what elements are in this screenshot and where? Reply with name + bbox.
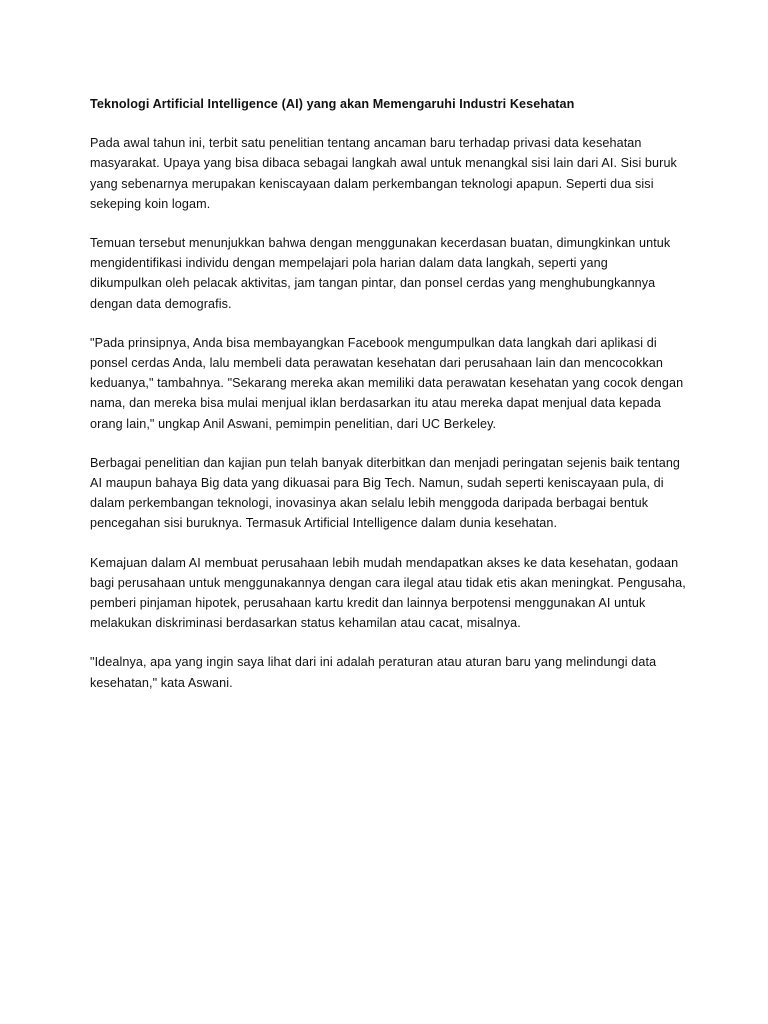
text-line: "Idealnya, apa yang ingin saya lihat dari ini adalah peraturan atau aturan baru yang melindungi data xyxy=(90,655,657,670)
document-title: Teknologi Artificial Intelligence (AI) yang akan Memengaruhi Industri Kesehatan xyxy=(90,97,575,111)
text-line: dikumpulkan oleh pelacak aktivitas, jam tangan pintar, dan ponsel cerdas yang menghubungkannya xyxy=(90,276,656,291)
text-line: masyarakat. Upaya yang bisa dibaca sebagai langkah awal untuk menangkal sisi lain dari AI. Sisi buruk xyxy=(90,156,677,171)
paragraph xyxy=(90,453,685,534)
text-line: yang sebenarnya merupakan keniscayaan dalam perkembangan teknologi apapun. Seperti dua sisi xyxy=(90,176,654,191)
paragraph xyxy=(90,652,685,692)
text-line: dengan data demografis. xyxy=(90,296,232,311)
text-line: kesehatan," kata Aswani. xyxy=(90,675,233,690)
paragraph xyxy=(90,333,685,434)
text-line: melakukan diskriminasi berdasarkan status kehamilan atau cacat, misalnya. xyxy=(90,616,521,631)
text-line: mengidentifikasi individu dengan mempelajari pola harian dalam data langkah, seperti yang xyxy=(90,256,608,271)
text-line: AI maupun bahaya Big data yang dikuasai para Big Tech. Namun, sudah seperti keniscayaan pula, di xyxy=(90,476,664,491)
text-line: pencegahan sisi buruknya. Termasuk Artificial Intelligence dalam dunia kesehatan. xyxy=(90,516,558,531)
text-line: "Pada prinsipnya, Anda bisa membayangkan Facebook mengumpulkan data langkah dari aplikasi di xyxy=(90,335,657,350)
text-line: nama, dan mereka bisa mulai menjual iklan berdasarkan itu atau mereka dapat menjual data kepada xyxy=(90,396,661,411)
document-body xyxy=(90,94,685,712)
text-line: ponsel cerdas Anda, lalu membeli data perawatan kesehatan dari perusahaan lain dan mencocokkan xyxy=(90,356,663,371)
paragraph xyxy=(90,133,685,214)
text-line: sekeping koin logam. xyxy=(90,196,211,211)
text-line: pemberi pinjaman hipotek, perusahaan kartu kredit dan lainnya berpotensi menggunakan AI untuk xyxy=(90,596,646,611)
text-line: dalam perkembangan teknologi, inovasinya akan selalu lebih menggoda daripada berbagai bentuk xyxy=(90,496,649,511)
paragraph xyxy=(90,233,685,314)
text-line: Berbagai penelitian dan kajian pun telah banyak diterbitkan dan menjadi peringatan sejenis baik tentang xyxy=(90,455,681,470)
text-line: Temuan tersebut menunjukkan bahwa dengan menggunakan kecerdasan buatan, dimungkinkan untuk xyxy=(90,236,671,251)
text-line: keduanya," tambahnya. "Sekarang mereka akan memiliki data perawatan kesehatan yang cocok dengan xyxy=(90,376,684,391)
text-line: Pada awal tahun ini, terbit satu penelitian tentang ancaman baru terhadap privasi data kesehatan xyxy=(90,136,642,151)
text-line: bagi perusahaan untuk menggunakannya dengan cara ilegal atau tidak etis akan meningkat. Pengusaha, xyxy=(90,575,686,590)
paragraph xyxy=(90,553,685,634)
text-line: orang lain," ungkap Anil Aswani, pemimpin penelitian, dari UC Berkeley. xyxy=(90,416,497,431)
text-line: Kemajuan dalam AI membuat perusahaan lebih mudah mendapatkan akses ke data kesehatan, godaan xyxy=(90,555,679,570)
